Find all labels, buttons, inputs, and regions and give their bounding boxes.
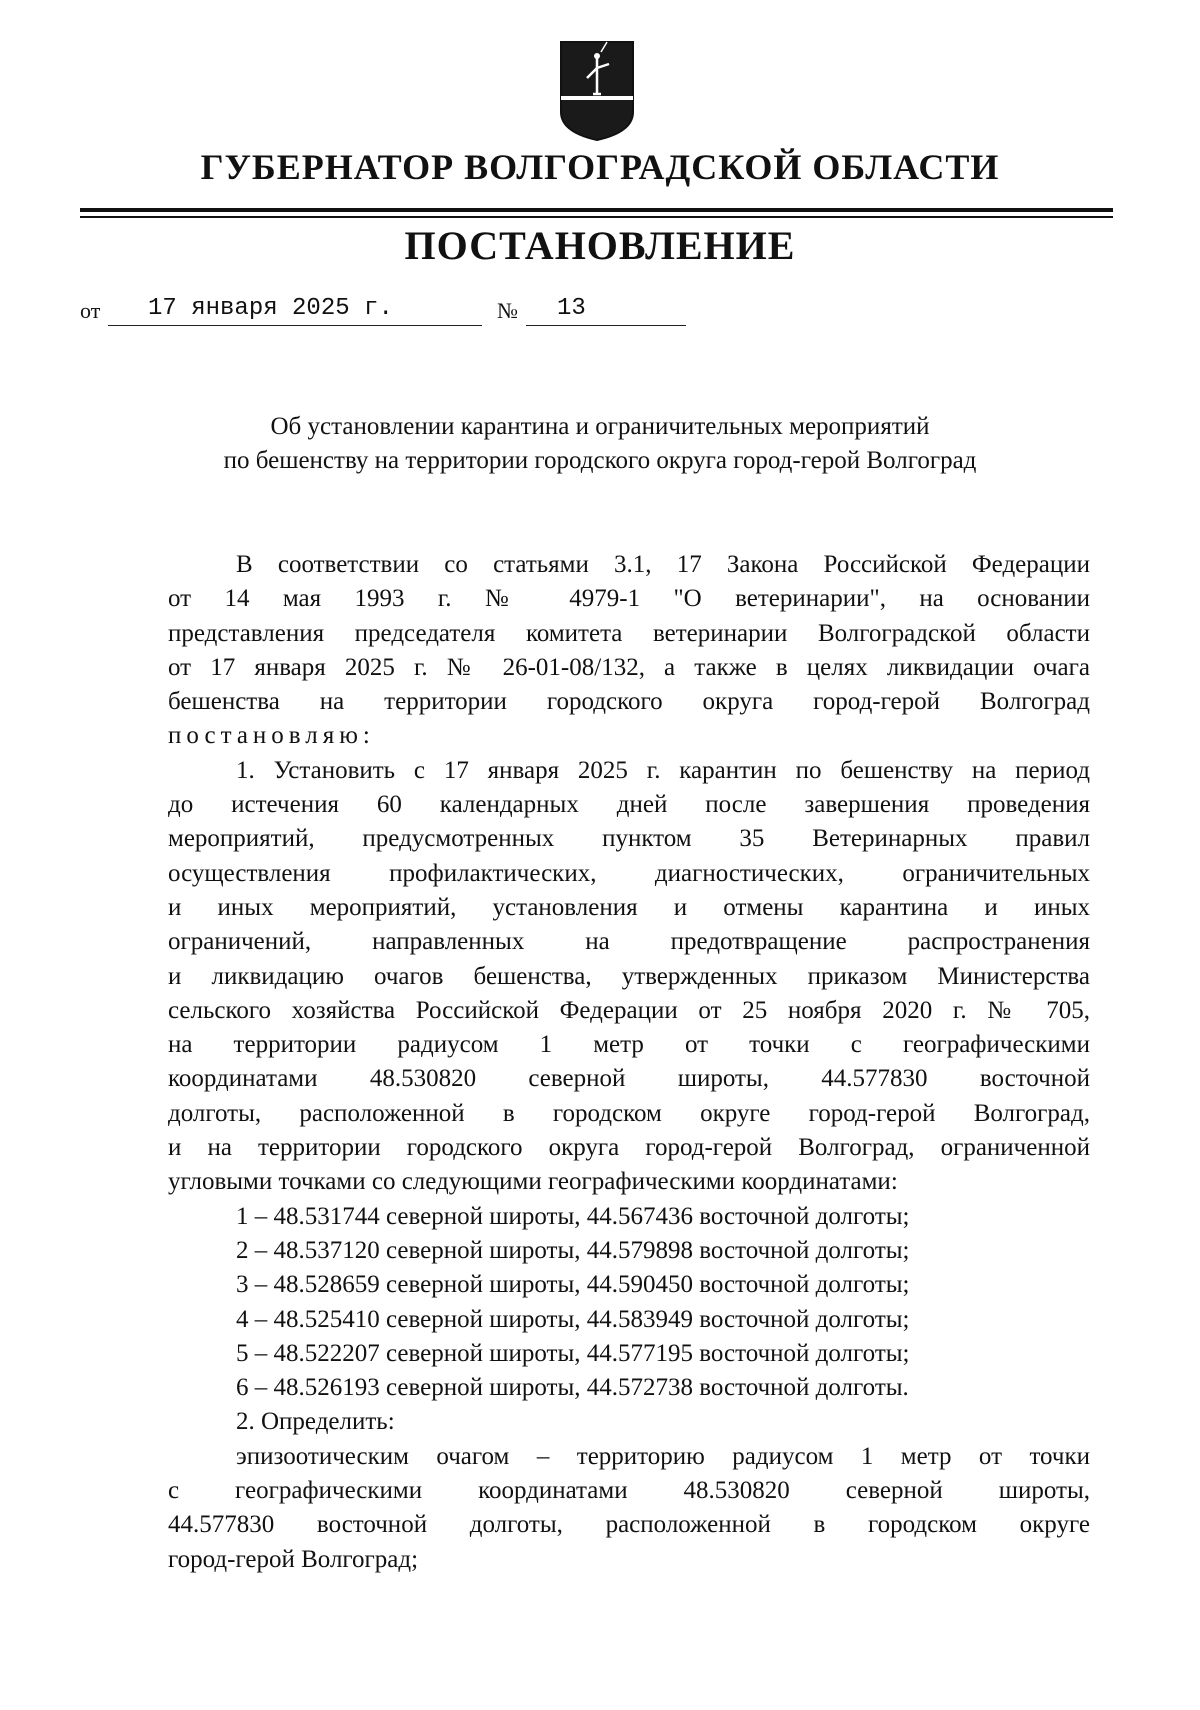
body-line: В соответствии со статьями 3.1, 17 Закона Российской Федерации [236, 551, 1090, 578]
document-body [168, 548, 1090, 1577]
body-line: сельского хозяйства Российской Федерации от 25 ноября 2020 г. № 705, [168, 996, 1090, 1024]
coordinate-point: 5 – 48.522207 северной широты, 44.577195 восточной долготы; [236, 1339, 910, 1367]
body-line: город-герой Волгоград; [168, 1545, 419, 1573]
body-line: и иных мероприятий, установления и отмены карантина и иных [168, 893, 1090, 921]
body-line: на территории радиусом 1 метр от точки с географическими [168, 1031, 1090, 1059]
subject-line-1: Об установлении карантина и ограничительных мероприятий [270, 413, 930, 440]
body-line: и на территории городского округа город-герой Волгоград, ограниченной [168, 1134, 1090, 1162]
body-line: с географическими координатами 48.530820 северной широты, [168, 1477, 1090, 1505]
body-line: до истечения 60 календарных дней после завершения проведения [168, 791, 1090, 819]
number-underline [526, 325, 686, 326]
coordinate-point: 1 – 48.531744 северной широты, 44.567436 восточной долготы; [236, 1202, 910, 1230]
subject-line-2: по бешенству на территории городского округа город-герой Волгоград [223, 447, 977, 474]
header-rule-thin [80, 216, 1113, 218]
organization-title: ГУБЕРНАТОР ВОЛГОГРАДСКОЙ ОБЛАСТИ [200, 147, 1000, 187]
coordinate-point: 2 – 48.537120 северной широты, 44.579898 восточной долготы; [236, 1236, 910, 1264]
body-line: и ликвидацию очагов бешенства, утвержденных приказом Министерства [168, 962, 1090, 990]
number-prefix: № [497, 298, 518, 323]
body-line: ограничений, направленных на предотвращение распространения [168, 928, 1090, 956]
coat-of-arms-emblem [557, 38, 637, 142]
body-line: 44.577830 восточной долготы, расположенной в городском округе [168, 1511, 1090, 1539]
body-line: мероприятий, предусмотренных пунктом 35 Ветеринарных правил [168, 825, 1090, 853]
coordinate-point: 4 – 48.525410 северной широты, 44.583949 восточной долготы; [236, 1305, 910, 1333]
body-line: осуществления профилактических, диагностических, ограничительных [168, 859, 1090, 887]
body-line: угловыми точками со следующими географическими координатами: [168, 1168, 898, 1196]
body-line: долготы, расположенной в городском округе город-герой Волгоград, [168, 1099, 1090, 1127]
document-subject [0, 410, 1200, 478]
document-number: 13 [557, 295, 586, 322]
body-line: 1. Установить с 17 января 2025 г. карантин по бешенству на период [236, 756, 1090, 784]
decree-word: постановляю: [168, 722, 375, 750]
body-line: от 14 мая 1993 г. № 4979-1 "О ветеринарии", на основании [168, 585, 1090, 613]
coordinate-point: 6 – 48.526193 северной широты, 44.572738 восточной долготы. [236, 1374, 909, 1402]
body-line: координатами 48.530820 северной широты, 44.577830 восточной [168, 1065, 1090, 1093]
date-prefix: от [80, 298, 101, 323]
document-meta [0, 292, 1200, 326]
document-date: 17 января 2025 г. [148, 295, 393, 322]
document-type-title: ПОСТАНОВЛЕНИЕ [404, 223, 796, 268]
body-line: от 17 января 2025 г. № 26-01-08/132, а также в целях ликвидации очага [168, 653, 1090, 681]
body-line: бешенства на территории городского округа город-герой Волгоград [168, 688, 1090, 716]
header-rule-thick [80, 208, 1113, 212]
body-line: эпизоотическим очагом – территорию радиусом 1 метр от точки [236, 1442, 1090, 1470]
coordinate-point: 3 – 48.528659 северной широты, 44.590450 восточной долготы; [236, 1271, 910, 1299]
date-underline [108, 325, 482, 326]
body-line: представления председателя комитета ветеринарии Волгоградской области [168, 619, 1090, 647]
item-2-title: 2. Определить: [236, 1408, 395, 1436]
